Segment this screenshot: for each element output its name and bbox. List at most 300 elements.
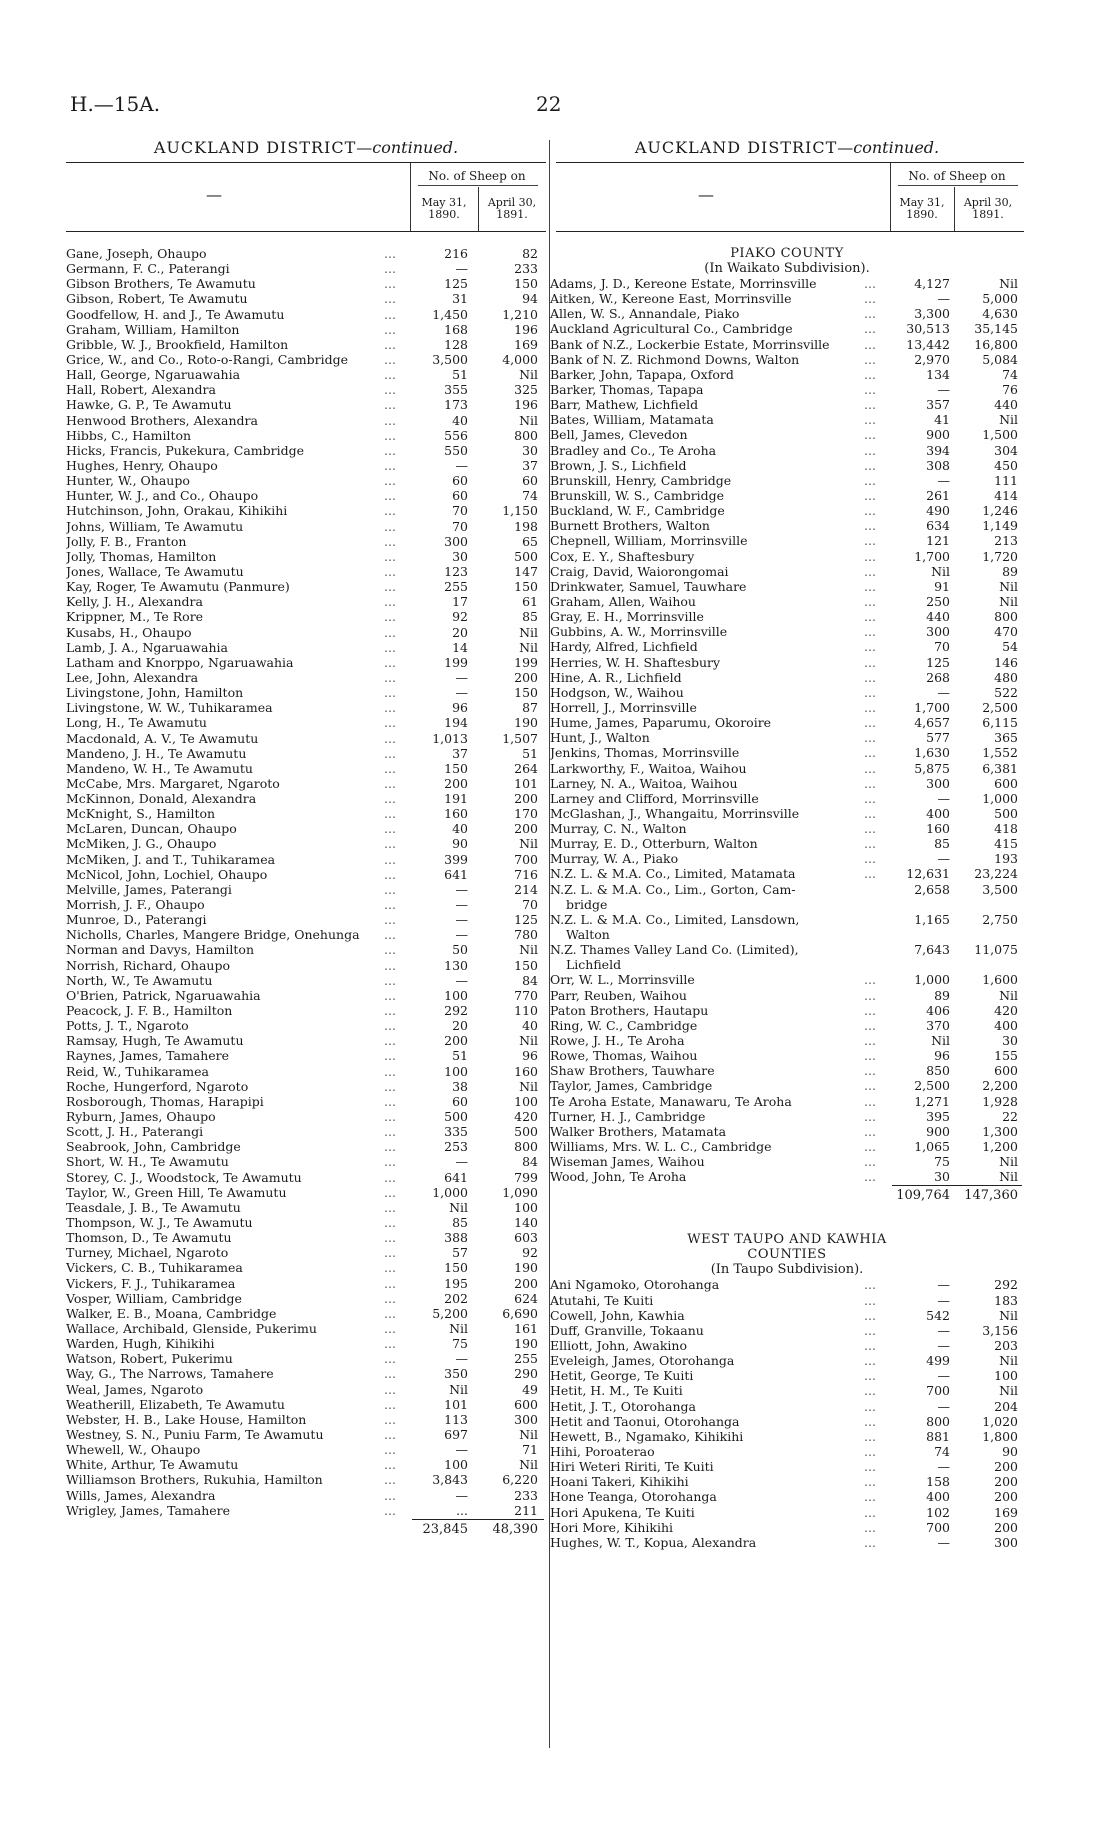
leader-dots: ... [384,594,396,610]
table-row [550,1399,1024,1414]
table-row [66,1018,546,1033]
sheep-count-1890: 300 [926,775,950,791]
entry-name: Hutchinson, John, Orakau, Kihikihi [66,503,288,519]
leader-dots: ... [864,1108,876,1124]
entry-name: Watson, Robert, Pukerimu [66,1351,233,1367]
sheep-count-1890: 60 [452,1093,468,1109]
leader-dots: ... [864,276,876,291]
sheep-count-1890: 800 [926,1413,950,1429]
sheep-count-1891: 22 [1002,1108,1018,1124]
sheep-count-1890: — [455,1487,468,1503]
entry-name: Gibson Brothers, Te Awamutu [66,276,256,292]
sheep-count-1890: 216 [444,246,468,261]
sheep-count-1890: — [455,1351,468,1367]
entry-name: Lee, John, Alexandra [66,669,199,685]
entry-name: McGlashan, J., Whangaitu, Morrinsville [550,805,800,821]
table-row [66,1124,546,1139]
table-row [550,427,1024,442]
sheep-count-1891: 196 [514,321,538,337]
entry-name: Hunt, J., Walton [550,730,650,746]
sheep-count-1890: 102 [926,1504,950,1520]
leader-dots: ... [384,246,396,261]
sheep-count-1891: 800 [514,427,538,443]
leader-dots: ... [864,715,876,731]
leader-dots: ... [864,654,876,670]
sheep-count-1891: 11,075 [974,942,1018,958]
entry-name: Turner, H. J., Cambridge [550,1108,706,1124]
leader-dots: ... [384,1018,396,1034]
sheep-count-1890: 300 [926,624,950,640]
sheep-count-1891: 1,552 [982,745,1018,761]
sheep-count-1890: 168 [444,321,468,337]
sheep-count-1890: 2,500 [914,1078,950,1094]
table-row [550,306,1024,321]
sheep-count-1891: 500 [994,805,1018,821]
right-table-header [550,163,1024,231]
sheep-count-1890: 40 [452,412,468,428]
table-row [550,1353,1024,1368]
sheep-count-1890: ... [456,1502,468,1518]
table-row [66,307,546,322]
sheep-count-1891: 5,000 [982,291,1018,307]
leader-dots: ... [384,457,396,473]
entry-name: Morrish, J. F., Ohaupo [66,897,205,913]
leader-dots: ... [864,972,876,988]
table-row [66,534,546,549]
leader-dots: ... [864,1443,876,1459]
table-row [550,579,1024,594]
entry-name: Hine, A. R., Lichfield [550,669,682,685]
entry-name: Raynes, James, Tamahere [66,1048,230,1064]
table-row [66,1472,546,1487]
sheep-count-1890: 128 [444,336,468,352]
entry-name: McKnight, S., Hamilton [66,806,216,822]
sheep-count-1891: 60 [522,473,538,489]
leader-dots: ... [384,806,396,822]
sheep-count-1890: 900 [926,427,950,443]
leader-dots: ... [384,927,396,943]
sheep-count-1891: Nil [519,1426,538,1442]
sheep-count-1891: 6,115 [982,715,1018,731]
table-row [66,821,546,836]
leader-dots: ... [864,533,876,549]
entry-name: Hume, James, Paparumu, Okoroire [550,715,772,731]
entry-name: Duff, Granville, Tokaanu [550,1322,704,1338]
leader-dots: ... [864,1139,876,1155]
table-row [66,1230,546,1245]
right-column [550,138,1024,1550]
entry-name: Hibbs, C., Hamilton [66,427,192,443]
sheep-count-1890: 5,875 [914,760,950,776]
entry-name: Turney, Michael, Ngaroto [66,1245,229,1261]
entry-name: Way, G., The Narrows, Tamahere [66,1366,274,1382]
leader-dots: ... [864,1063,876,1079]
leader-dots: ... [864,669,876,685]
entry-name: O'Brien, Patrick, Ngaruawahia [66,987,261,1003]
leader-dots: ... [384,276,396,292]
entry-name: Mandeno, W. H., Te Awamutu [66,760,253,776]
sheep-count-1891: 84 [522,1154,538,1170]
sheep-count-1891: Nil [999,1307,1018,1323]
sheep-count-1890: 3,843 [432,1472,468,1488]
sheep-count-1890: — [937,1292,950,1308]
leader-dots: ... [864,1093,876,1109]
sheep-count-1890: — [455,685,468,701]
table-row [550,564,1024,579]
sheep-count-1891: 3,156 [982,1322,1018,1338]
sheep-count-1891: 292 [994,1277,1018,1293]
left-column [66,138,546,1540]
sheep-count-1891: Nil [999,412,1018,428]
taupo-county-heading-2: COUNTIES [747,1247,827,1263]
sheep-count-1891: 147 [514,563,538,579]
entry-name: Cowell, John, Kawhia [550,1307,685,1323]
table-row [550,670,1024,685]
sheep-count-1891: 1,150 [502,503,538,519]
leader-dots: ... [384,730,396,746]
table-row [550,1535,1024,1550]
table-row [66,776,546,791]
sheep-count-1891: 16,800 [974,336,1018,352]
entry-name: Hone Teanga, Otorohanga [550,1489,717,1505]
entry-name: Drinkwater, Samuel, Tauwhare [550,578,747,594]
table-row [550,321,1024,336]
sheep-count-1890: 30,513 [906,321,950,337]
sheep-count-1890: — [937,1398,950,1414]
sheep-count-1890: — [455,912,468,928]
table-row [550,1308,1024,1323]
date-header-1891: April 30, 1891. [487,196,537,221]
sheep-count-1891: 200 [994,1459,1018,1475]
sheep-count-1891: 92 [522,1245,538,1261]
sheep-count-1891: 500 [514,1124,538,1140]
table-row [66,836,546,851]
table-row [66,443,546,458]
leader-dots: ... [384,1351,396,1367]
table-row [550,1277,1024,1292]
leader-dots: ... [384,336,396,352]
sheep-count-1890: 96 [452,700,468,716]
table-row [66,428,546,443]
entry-name: Thomson, D., Te Awamutu [66,1230,232,1246]
leader-dots: ... [864,1078,876,1094]
leader-dots: ... [384,1305,396,1321]
sheep-count-1891: 35,145 [974,321,1018,337]
leader-dots: ... [384,1063,396,1079]
entry-name: Thompson, W. J., Te Awamutu [66,1215,253,1230]
entry-name: Lichfield [566,957,622,973]
leader-dots: ... [384,1442,396,1458]
leader-dots: ... [384,1093,396,1109]
entry-name: Hihi, Poroaterao [550,1443,655,1459]
table-row [550,594,1024,609]
sheep-count-1891: 1,090 [502,1184,538,1200]
table-row [550,1078,1024,1093]
sheep-count-1891: 415 [994,836,1018,852]
leader-dots: ... [864,412,876,428]
sheep-count-1890: 2,970 [914,351,950,367]
sheep-count-1891: 200 [514,821,538,837]
leader-dots: ... [864,397,876,413]
leader-dots: ... [384,1275,396,1291]
leader-dots: ... [384,548,396,564]
sheep-count-1890: 1,700 [914,699,950,715]
sheep-count-1890: 308 [926,457,950,473]
sheep-count-1890: 75 [452,1336,468,1352]
sheep-count-1890: 490 [926,503,950,519]
entry-name: Barker, Thomas, Tapapa [550,381,704,397]
sheep-count-1890: Nil [931,1033,950,1049]
leader-dots: ... [384,382,396,398]
table-row [66,1260,546,1275]
entry-name: Rowe, Thomas, Waihou [550,1048,698,1064]
sheep-count-1890: 1,000 [432,1184,468,1200]
entry-name: Shaw Brothers, Tauwhare [550,1063,715,1079]
sheep-count-1891: 780 [514,927,538,943]
leader-dots: ... [384,957,396,973]
entry-name: Kusabs, H., Ohaupo [66,624,192,640]
sheep-count-1891: 214 [514,881,538,897]
sheep-count-1891: 84 [522,972,538,988]
sheep-count-1891: 1,020 [982,1413,1018,1429]
piako-table-body [550,276,1024,1184]
entry-name: Bradley and Co., Te Aroha [550,442,717,458]
table-row [66,1427,546,1442]
sheep-count-1890: 1,630 [914,745,950,761]
sheep-count-1890: 57 [452,1245,468,1261]
entry-name: Herries, W. H. Shaftesbury [550,654,721,670]
leader-dots: ... [864,1459,876,1475]
entry-name: Adams, J. D., Kereone Estate, Morrinsville [550,276,817,291]
table-row [66,655,546,670]
sheep-count-1890: 13,442 [906,336,950,352]
entry-name: Hetit and Taonui, Otorohanga [550,1413,740,1429]
sheep-count-1890: 125 [926,654,950,670]
table-row [66,1321,546,1336]
table-row [66,594,546,609]
leader-dots: ... [384,1457,396,1473]
sheep-count-1891: 450 [994,457,1018,473]
sheep-count-1890: — [455,927,468,943]
taupo-county-heading: WEST TAUPO AND KAWHIA [687,1232,887,1248]
leader-dots: ... [864,548,876,564]
leader-dots: ... [384,1003,396,1019]
table-row [550,488,1024,503]
leader-dots: ... [864,1338,876,1353]
leader-dots: ... [864,1413,876,1429]
sheep-count-1891: 170 [514,806,538,822]
leader-dots: ... [864,503,876,519]
leader-dots: ... [384,579,396,595]
table-row [550,382,1024,397]
table-row [550,639,1024,654]
leader-dots: ... [864,578,876,594]
table-row [66,549,546,564]
entry-name: Rowe, J. H., Te Aroha [550,1033,685,1049]
table-row [550,443,1024,458]
entry-name: Parr, Reuben, Waihou [550,987,687,1003]
sheep-count-1891: 190 [514,715,538,731]
leader-dots: ... [384,1033,396,1049]
sheep-count-1890: 150 [444,760,468,776]
sheep-count-1891: 1,149 [982,518,1018,534]
sheep-count-1891: Nil [999,578,1018,594]
entry-name: Jenkins, Thomas, Morrinsville [550,745,740,761]
sheep-count-1891: 2,200 [982,1078,1018,1094]
sheep-count-1891: 190 [514,1336,538,1352]
sheep-count-1890: Nil [449,1199,468,1215]
table-row [550,882,1024,897]
table-row [66,958,546,973]
leader-dots: ... [864,851,876,867]
leader-dots: ... [864,730,876,746]
sheep-count-1891: 1,300 [982,1123,1018,1139]
leader-dots: ... [864,1307,876,1323]
entry-name: Hall, Robert, Alexandra [66,382,216,398]
sheep-count-1891: 146 [994,654,1018,670]
entry-name: Craig, David, Waiorongomai [550,563,729,579]
sheep-count-1891: 100 [514,1093,538,1109]
sheep-count-1891: 30 [522,442,538,458]
entry-name: White, Arthur, Te Awamutu [66,1457,239,1473]
sheep-count-1890: 1,065 [914,1139,950,1155]
leader-dots: ... [864,563,876,579]
table-row [550,791,1024,806]
sheep-count-1890: 50 [452,942,468,958]
entry-name: Jones, Wallace, Te Awamutu [66,563,244,579]
table-row [66,791,546,806]
sheep-count-1891: 600 [994,775,1018,791]
sheep-count-1891: 74 [1002,366,1018,382]
sheep-count-1890: 250 [926,593,950,609]
sheep-count-1890: 60 [452,473,468,489]
sheep-count-1891: 90 [1002,1443,1018,1459]
entry-name: Livingstone, John, Hamilton [66,685,244,701]
sheep-count-1891: 624 [514,1290,538,1306]
entry-name: Weatherill, Elizabeth, Te Awamutu [66,1396,285,1412]
leader-dots: ... [384,836,396,852]
table-row [550,1338,1024,1353]
table-row [66,927,546,942]
leader-dots: ... [384,821,396,837]
entry-name: Ryburn, James, Ohaupo [66,1109,216,1125]
entry-name: Wiseman James, Waihou [550,1154,705,1170]
entry-name: Hicks, Francis, Pukekura, Cambridge [66,442,305,458]
sheep-count-1890: 577 [926,730,950,746]
sheep-count-1891: 800 [514,1139,538,1155]
sheep-count-1891: 23,224 [974,866,1018,882]
table-row [66,1442,546,1457]
table-row [550,1474,1024,1489]
table-row [550,927,1024,942]
sheep-count-1891: 300 [994,1534,1018,1550]
sheep-count-1891: 1,500 [982,427,1018,443]
table-row [550,942,1024,957]
sheep-count-1890: 158 [926,1474,950,1490]
sheep-count-1890: 70 [934,639,950,655]
left-column-title: AUCKLAND DISTRICT—continued. [153,138,459,157]
sheep-count-1890: 350 [444,1366,468,1382]
sheep-count-1890: 700 [926,1383,950,1399]
sheep-count-1890: 1,271 [914,1093,950,1109]
entry-name: Paton Brothers, Hautapu [550,1002,709,1018]
entry-name: Wrigley, James, Tamahere [66,1502,231,1518]
sheep-count-1890: 1,700 [914,548,950,564]
leader-dots: ... [864,745,876,761]
sheep-count-1891: 37 [522,457,538,473]
sheep-count-1891: 96 [522,1048,538,1064]
table-row [550,412,1024,427]
entry-name: McMiken, J. and T., Tuhikaramea [66,851,276,867]
table-row [66,1457,546,1472]
entry-name: Melville, James, Paterangi [66,881,232,897]
leader-dots: ... [384,1078,396,1094]
sheep-count-1891: 150 [514,957,538,973]
table-row [550,1429,1024,1444]
table-row [66,1200,546,1215]
table-row [66,276,546,291]
sheep-count-1890: 700 [926,1519,950,1535]
sheep-count-1891: Nil [999,276,1018,291]
sheep-count-1890: — [937,1368,950,1384]
sheep-count-1890: 440 [926,609,950,625]
entry-name: Gane, Joseph, Ohaupo [66,246,207,261]
entry-name: McLaren, Duncan, Ohaupo [66,821,237,837]
table-row [550,1033,1024,1048]
table-row [66,579,546,594]
entry-name: Bank of N.Z., Lockerbie Estate, Morrinsville [550,336,830,352]
sheep-count-header: No. of Sheep on [908,169,1006,183]
table-row [550,730,1024,745]
table-row [66,715,546,730]
sheep-count-1891: 111 [994,472,1018,488]
sheep-count-1890: 41 [934,412,950,428]
sheep-count-1890: 160 [926,821,950,837]
entry-name: N.Z. Thames Valley Land Co. (Limited), [550,942,799,958]
entry-name: Henwood Brothers, Alexandra [66,412,258,428]
leader-dots: ... [384,1290,396,1306]
table-row [550,715,1024,730]
sheep-count-1891: 800 [994,609,1018,625]
table-row [550,549,1024,564]
entry-name: Walker Brothers, Matamata [550,1123,727,1139]
entry-name: Gubbins, A. W., Morrinsville [550,624,728,640]
sheep-count-1890: 75 [934,1154,950,1170]
leader-dots: ... [864,472,876,488]
sheep-count-1890: 355 [444,382,468,398]
table-row [550,700,1024,715]
sheep-count-1891: 1,928 [982,1093,1018,1109]
sheep-count-1891: Nil [999,1169,1018,1185]
piako-county-heading: PIAKO COUNTY [730,246,844,261]
table-row [550,1505,1024,1520]
table-row [66,700,546,715]
sheep-count-1890: 499 [926,1353,950,1369]
sheep-count-1890: 697 [444,1426,468,1442]
table-row [550,1003,1024,1018]
sheep-count-1890: 641 [444,1169,468,1185]
entry-name: Hughes, W. T., Kopua, Alexandra [550,1534,757,1550]
date-header-1890: May 31, 1890. [421,196,467,221]
sheep-count-1890: 5,200 [432,1305,468,1321]
entry-name: Vickers, F. J., Tuhikaramea [66,1275,236,1291]
sheep-count-1890: 30 [934,1169,950,1185]
leader-dots: ... [864,321,876,337]
entry-name: Johns, William, Te Awamutu [66,518,244,534]
entry-name: Bates, William, Matamata [550,412,714,428]
header-dash: — [206,185,222,204]
entry-name: Lamb, J. A., Ngaruawahia [66,639,229,655]
